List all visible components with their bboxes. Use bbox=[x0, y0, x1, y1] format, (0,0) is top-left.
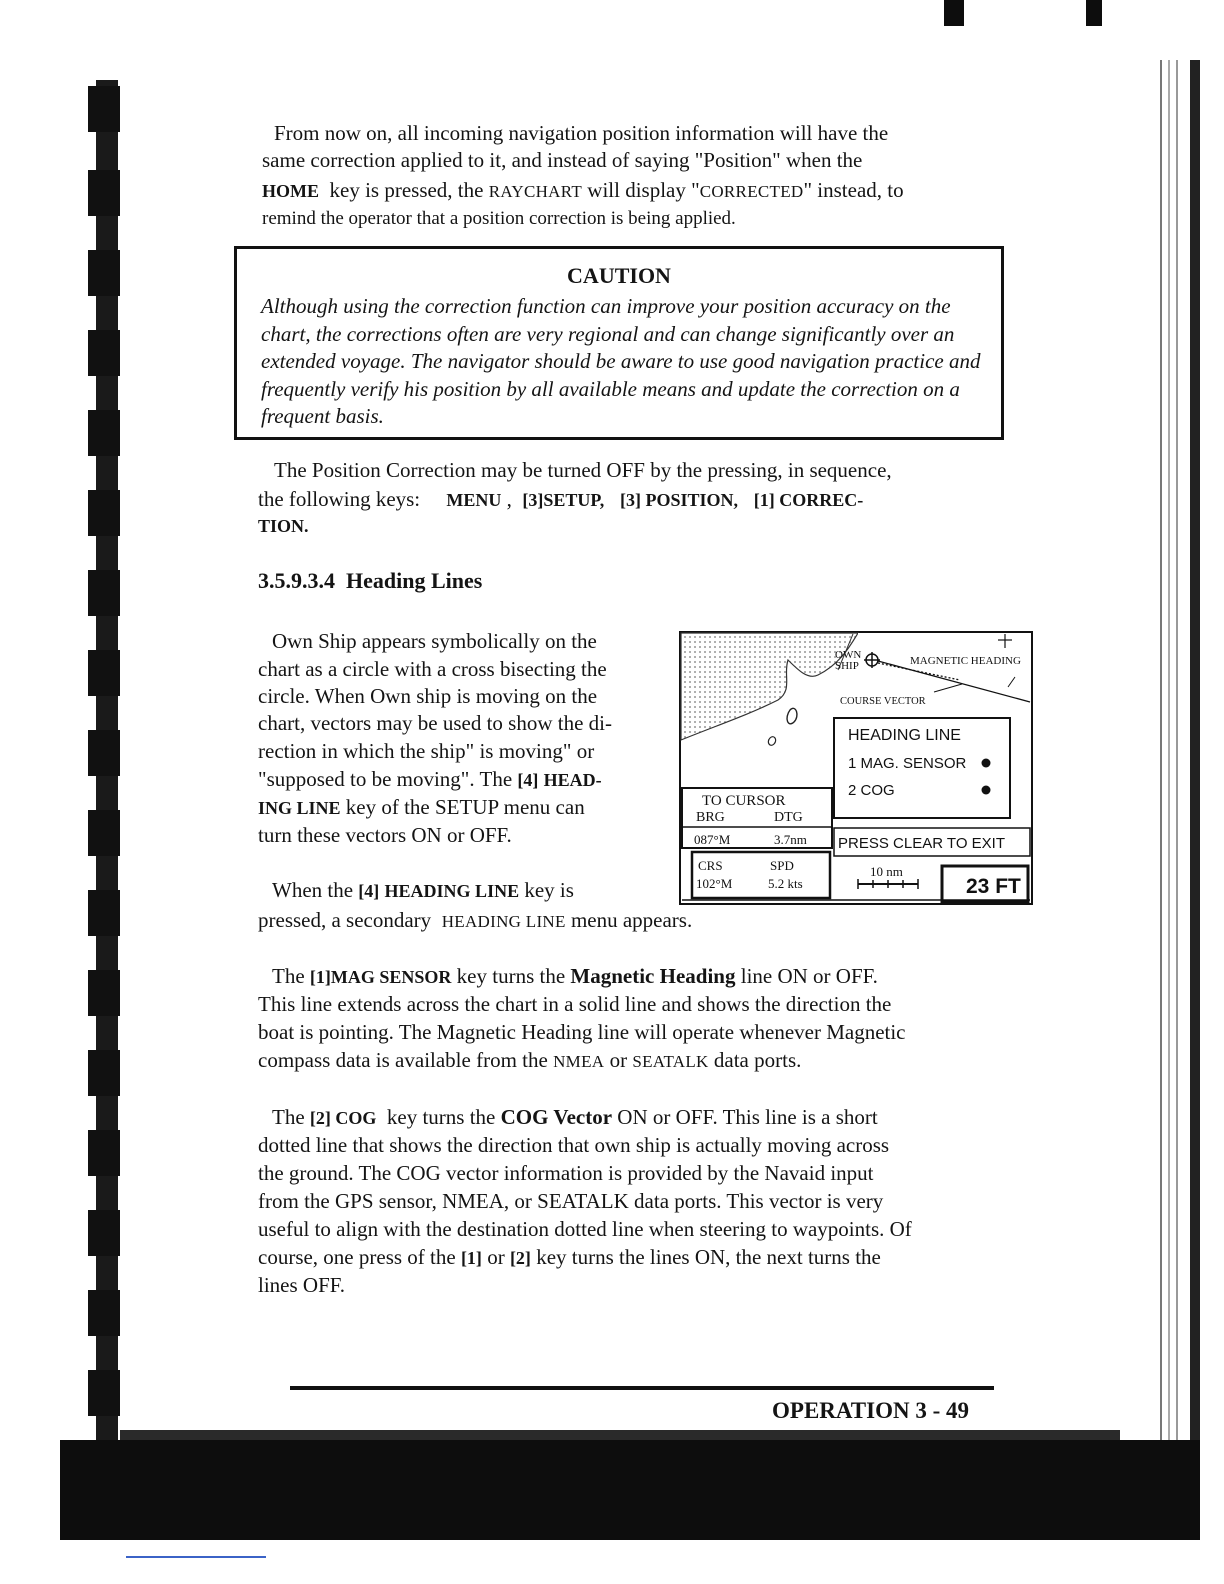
page-footer: OPERATION 3 - 49 bbox=[772, 1398, 969, 1423]
own-ship-line-8: turn these vectors ON or OFF. bbox=[258, 823, 512, 847]
cog-line-5: useful to align with the destination dotted line when steering to waypoints. Of bbox=[258, 1217, 912, 1241]
correction-key-label: [1] CORREC- bbox=[753, 490, 864, 510]
page-edge-line bbox=[1190, 60, 1200, 1520]
binding-tab bbox=[88, 570, 120, 616]
caution-box bbox=[234, 246, 1004, 440]
menu-item-mag-sensor: 1 MAG. SENSOR bbox=[848, 755, 967, 772]
intro-line-4: remind the operator that a position correction is being applied. bbox=[262, 208, 736, 229]
cog-line-4: from the GPS sensor, NMEA, or SEATALK data ports. This vector is very bbox=[258, 1189, 884, 1213]
caution-title: CAUTION bbox=[567, 263, 671, 288]
binding-tab bbox=[88, 650, 120, 696]
intro-line-1: From now on, all incoming navigation position information will have the bbox=[274, 121, 889, 145]
mag-line-4: compass data is available from the NMEA or SEATALK data ports. bbox=[258, 1048, 802, 1072]
footer-link-underline bbox=[126, 1556, 266, 1558]
own-ship-line-7: ING LINE key of the SETUP menu can bbox=[258, 795, 585, 819]
position-key-label: [3] POSITION, bbox=[620, 490, 739, 510]
footer-rule bbox=[290, 1386, 994, 1390]
heading-line-key-label: HEAD- bbox=[543, 770, 602, 790]
dtg-value: 3.7nm bbox=[774, 832, 807, 847]
scan-bottom-edge bbox=[60, 1440, 1200, 1540]
magnetic-heading-label: MAGNETIC HEADING bbox=[910, 655, 1021, 667]
scan-right-edge bbox=[1150, 60, 1210, 1520]
course-vector-label: COURSE VECTOR bbox=[840, 696, 926, 707]
binding-tab bbox=[88, 810, 120, 856]
caution-text: Although using the correction function can improve your position accuracy on the chart, the corrections often are very regional and can change significantly over an extended voyage. The navigator should be aware to use good navigation practice and frequently verify his position by all available means and update the correction on a frequent basis. bbox=[261, 294, 981, 428]
mag-line-1: The [1]MAG SENSOR key turns the Magnetic Heading line ON or OFF. bbox=[272, 964, 878, 988]
own-ship-line-3: circle. When Own ship is moving on the bbox=[258, 684, 598, 708]
setup-key-label: [3]SETUP, bbox=[522, 490, 605, 510]
cog-line-1: The [2] COG key turns the COG Vector ON or OFF. This line is a short bbox=[272, 1105, 878, 1129]
mag-line-3: boat is pointing. The Magnetic Heading line will operate whenever Magnetic bbox=[258, 1020, 906, 1044]
page-edge-line bbox=[1168, 60, 1170, 1520]
crs-value: 102°M bbox=[696, 876, 733, 891]
mag-sensor-key-label: [1]MAG SENSOR bbox=[309, 967, 452, 987]
own-ship-label: SHIP bbox=[835, 660, 859, 672]
turn-off-line-1: The Position Correction may be turned OFF by the pressing, in sequence, bbox=[274, 458, 892, 482]
heading-line-key-label: HEADING LINE bbox=[384, 881, 520, 901]
turn-off-line-2: the following keys: MENU , [3]SETUP, [3] POSITION, [1] CORREC- bbox=[258, 487, 864, 511]
binding-tab bbox=[88, 250, 120, 296]
chart-plotter-graphic bbox=[678, 630, 1034, 906]
menu-item-cog: 2 COG bbox=[848, 782, 895, 799]
depth-value: 23 FT bbox=[966, 875, 1021, 898]
intro-line-2: same correction applied to it, and instead of saying "Position" when the bbox=[262, 148, 863, 172]
heading-line-menu-title: HEADING LINE bbox=[848, 727, 961, 744]
chart-plotter-screen bbox=[678, 630, 1034, 906]
menu-item-status-dot bbox=[982, 786, 991, 795]
page-edge-line bbox=[1160, 60, 1162, 1520]
binding-tab bbox=[88, 890, 120, 936]
press-clear-label: PRESS CLEAR TO EXIT bbox=[838, 835, 1005, 852]
scan-top-mark bbox=[944, 0, 964, 26]
brg-label: BRG bbox=[696, 810, 725, 825]
binding-tab bbox=[88, 1370, 120, 1416]
scan-top-mark bbox=[1086, 0, 1102, 26]
intro-line-3: HOME key is pressed, the RAYCHART will display "CORRECTED" instead, to bbox=[262, 178, 904, 202]
binding-tab bbox=[88, 170, 120, 216]
when-pressed-line-1: When the [4] HEADING LINE key is bbox=[272, 878, 574, 902]
binding-tab bbox=[88, 86, 120, 132]
own-ship-line-1: Own Ship appears symbolically on the bbox=[272, 629, 597, 653]
home-key-label: HOME bbox=[262, 181, 319, 201]
spd-value: 5.2 kts bbox=[768, 876, 803, 891]
scale-label: 10 nm bbox=[870, 864, 903, 879]
cog-key-label: [2] COG bbox=[309, 1108, 377, 1128]
binding-tab bbox=[88, 410, 120, 456]
land-strip bbox=[858, 633, 978, 636]
own-ship-line-2: chart as a circle with a cross bisecting the bbox=[258, 657, 607, 681]
cog-line-7: lines OFF. bbox=[258, 1273, 346, 1297]
menu-item-status-dot bbox=[982, 759, 991, 768]
section-heading: 3.5.9.3.4 Heading Lines bbox=[258, 568, 483, 593]
spd-label: SPD bbox=[770, 858, 794, 873]
brg-value: 087°M bbox=[694, 832, 731, 847]
binding-tab bbox=[88, 1130, 120, 1176]
page-edge-line bbox=[1176, 60, 1178, 1520]
own-ship-label: OWN bbox=[835, 649, 862, 661]
own-ship-line-5: rection in which the ship" is moving" or bbox=[258, 739, 595, 763]
raychart-label: RAYCHART bbox=[488, 182, 583, 201]
binding-tab bbox=[88, 330, 120, 376]
crs-label: CRS bbox=[698, 858, 723, 873]
binding-tab bbox=[88, 1290, 120, 1336]
to-cursor-label: TO CURSOR bbox=[702, 793, 786, 809]
dtg-label: DTG bbox=[774, 810, 803, 825]
cog-line-2: dotted line that shows the direction that own ship is actually moving across bbox=[258, 1133, 890, 1157]
cog-line-6: course, one press of the [1] or [2] key turns the lines ON, the next turns the bbox=[258, 1245, 881, 1269]
turn-off-line-3: TION. bbox=[258, 516, 309, 536]
menu-key-label: MENU bbox=[446, 490, 502, 510]
binding-tab bbox=[88, 1050, 120, 1096]
scan-left-binding bbox=[0, 40, 118, 1470]
own-ship-line-6: "supposed to be moving". The [4] HEAD- bbox=[258, 767, 602, 791]
binding-tab bbox=[88, 970, 120, 1016]
binding-tab bbox=[88, 490, 120, 536]
binding-tab bbox=[88, 730, 120, 776]
cog-line-3: the ground. The COG vector information is provided by the Navaid input bbox=[258, 1161, 874, 1185]
when-pressed-line-2: pressed, a secondary HEADING LINE menu appears. bbox=[258, 908, 693, 932]
binding-tab bbox=[88, 1210, 120, 1256]
mag-line-2: This line extends across the chart in a solid line and shows the direction the bbox=[258, 992, 892, 1016]
own-ship-line-4: chart, vectors may be used to show the di- bbox=[258, 711, 612, 735]
